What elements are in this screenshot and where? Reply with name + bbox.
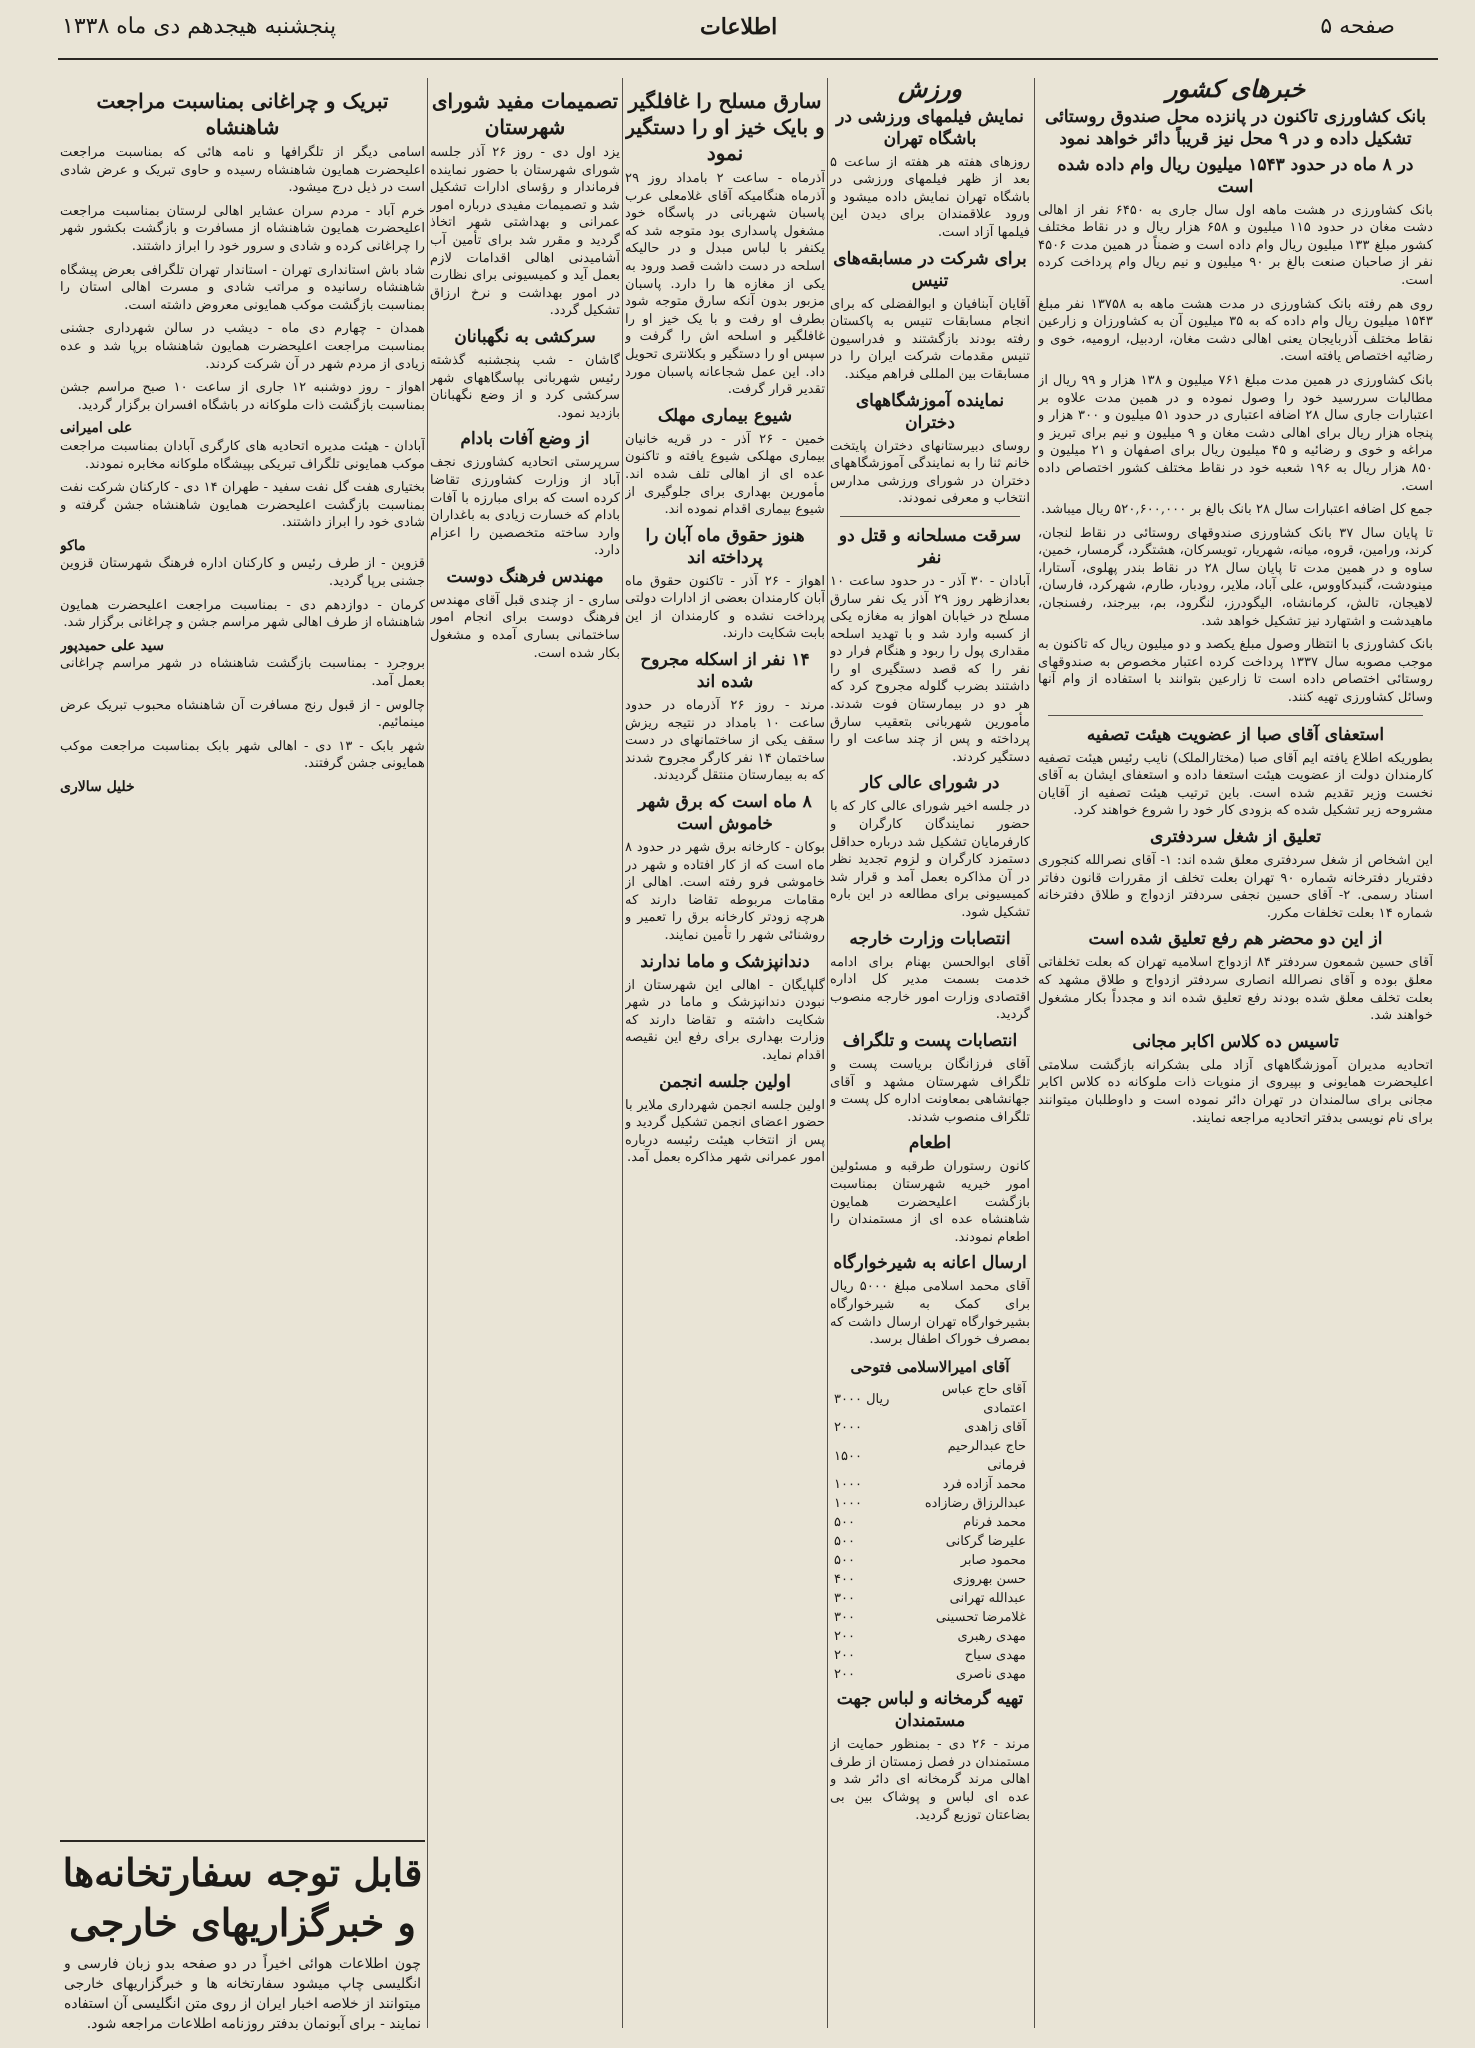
article-title: مهندس فرهنگ دوست xyxy=(446,566,604,587)
column-sports xyxy=(830,78,1030,2030)
donor-name: مهدی سیاح xyxy=(964,1648,1026,1664)
article-text: مرند - ۲۶ دی - بمنظور حمایت از مستمندان در فصل زمستان از طرف اهالی مرند گرمخانه ای دائر شد و عده ای لباس و پوشاک بین بی بضاعتان توزیع گردید. xyxy=(830,1737,1030,1823)
article-paragraph: شاد باش استانداری تهران - استاندار تهران تلگرافی بعرض پیشگاه شاهنشاه رسانیده و مراتب شادی و مسرت اهالی استان را بمناسبت بازگشت موکب همایونی معروض داشته است. xyxy=(60,262,425,313)
donor-table xyxy=(830,1380,1030,1684)
article-title: ارسال اعانه به شیرخوارگاه xyxy=(833,1253,1027,1274)
donor-name: غلامرضا تحسینی xyxy=(935,1610,1026,1626)
article-title: دندانپزشک و ماما ندارند xyxy=(640,951,810,972)
table-row xyxy=(830,1532,1030,1551)
article-lead: اسامی دیگر از تلگرافها و نامه هائی که بمناسبت مراجعت اعلیحضرت همایون شاهنشاه رسیده و حاوی تبریک و عرض شادی است در ذیل درج میشود. xyxy=(60,145,425,196)
table-row xyxy=(830,1627,1030,1646)
donor-amount: ۵۰۰ xyxy=(834,1553,855,1569)
article-paragraph: اهواز - روز دوشنبه ۱۲ جاری از ساعت ۱۰ صبح مراسم جشن بمناسبت بازگشت ذات ملوکانه در باشگاه افسران برگزار گردید. xyxy=(60,380,425,413)
donor-name: مهدی رهبری xyxy=(957,1629,1026,1645)
donor-amount: ۲۰۰ xyxy=(834,1667,855,1683)
donor-amount: ۳۰۰۰ ریال xyxy=(834,1391,890,1407)
article-text: آقایان آبنافیان و ابوالفضلی که برای انجام مسابقات تنیس به پاکستان رفته بودند بازگشتند و فدراسیون تنیس مقدمات شرکت ایران را در مسابقات بین المللی فراهم میکند. xyxy=(830,296,1030,382)
donor-name: حاج عبدالرحیم فرمانی xyxy=(947,1439,1026,1474)
article-title: انتصابات پست و تلگراف xyxy=(842,1030,1018,1051)
donor-name: محمد فرنام xyxy=(963,1515,1026,1531)
article-title: تعلیق از شغل سردفتری xyxy=(1149,827,1321,847)
article-text: آقای ابوالحسن بهنام برای ادامه خدمت بسمت مدیر کل اداره اقتصادی وزارت امور خارجه منصوب گردید. xyxy=(830,954,1030,1023)
article-text: گلپایگان - اهالی این شهرستان از نبودن دندانپزشک و ماما در شهر شکایت داشته و تقاضا دارند که وزارت بهداری برای رفع این نقیصه اقدام نماید. xyxy=(625,977,825,1063)
divider xyxy=(840,516,1020,517)
headline: بانک کشاورزی تاکنون در پانزده محل صندوق روستائی تشکیل داده و در ۹ محل نیز قریباً دائر خواهد نمود xyxy=(1044,106,1427,149)
article-text: آقای فرزانگان بریاست پست و تلگراف شهرستان مشهد و آقای جهانشاهی بمعاونت اداره کل پست و تلگراف منصوب شدند. xyxy=(830,1056,1030,1125)
table-row xyxy=(830,1437,1030,1475)
donor-name: آقای زاهدی xyxy=(964,1420,1026,1436)
article-text: بوکان - کارخانه برق شهر در حدود ۸ ماه است که از کار افتاده و شهر در خاموشی فرو رفته است. اهالی از مقامات مربوطه تقاضا دارند که هرچه زودتر کارخانه برق را تعمیر و روشنائی شهر را تأمین نمایند. xyxy=(625,840,825,943)
article-text: سرپرستی اتحادیه کشاورزی نجف آباد از وزارت کشاورزی تقاضا کرده است که برای مبارزه با آفات بادام که خسارت زیادی به باغداران وارد ساخته متخصصین را اعزام دارد. xyxy=(430,455,620,559)
column-divider xyxy=(622,78,623,2028)
donor-name: حسن بهروزی xyxy=(952,1572,1026,1588)
article-title: شیوع بیماری مهلک xyxy=(657,405,793,426)
article-text: این اشخاص از شغل سردفتری معلق شده اند: ۱- آقای نصرالله کنجوری دفتریار دفترخانه شماره ۹۰ تهران بعلت تخلف از مقررات قانون دفاتر اسناد رسمی. ۲- آقای حسین نجفی سردفتر ازدواج و طلاق دفترخانه شماره ۱۴ بعلت تخلفات مکرر. xyxy=(1038,853,1433,921)
column-council xyxy=(430,78,620,2030)
article-text: ساری - از چندی قبل آقای مهندس فرهنگ دوست برای انجام امور ساختمانی بساری آمده و مشغول بکار شده است. xyxy=(430,592,620,661)
donor-amount: ۳۰۰ xyxy=(834,1591,855,1607)
article-title: سرکشی به نگهبانان xyxy=(454,326,596,347)
newspaper-name: اطلاعات xyxy=(700,14,778,40)
column-divider xyxy=(1034,78,1035,2028)
article-text: آقای محمد اسلامی مبلغ ۵۰۰۰ ریال برای کمک به شیرخوارگاه بشیرخوارگاه تهران ارسال داشت که بمصرف خوراک اطفال برسد. xyxy=(830,1279,1030,1348)
table-row xyxy=(830,1551,1030,1570)
column-country-news xyxy=(1038,78,1433,2030)
section-title: خبرهای کشور xyxy=(1165,78,1306,103)
article-title: اطعام xyxy=(908,1133,952,1154)
article-title: هنوز حقوق ماه آبان را پرداخته اند xyxy=(645,525,805,568)
article-title: ۸ ماه است که برق شهر خاموش است xyxy=(638,792,812,835)
donor-amount: ۱۰۰۰ xyxy=(834,1496,862,1512)
donor-name: محمود صابر xyxy=(960,1553,1026,1569)
article-paragraph: کرمان - دوازدهم دی - بمناسبت مراجعت اعلیحضرت همایون شاهنشاه از طرف اهالی شهر مراسم جشن و چراغانی برگزار شد. xyxy=(60,597,425,631)
donor-amount: ۴۰۰ xyxy=(834,1572,855,1588)
donor-amount: ۲۰۰ xyxy=(834,1648,855,1664)
article-paragraph: آبادان - هیئت مدیره اتحادیه های کارگری آبادان بمناسبت مراجعت موکب همایونی تلگراف تبریکی بپیشگاه ملوکانه مخابره نمودند. xyxy=(60,438,425,472)
article-title: نمایش فیلمهای ورزشی در باشگاه تهران xyxy=(836,106,1024,149)
article-title: انتصابات وزارت خارجه xyxy=(849,928,1011,949)
article-title: تهیه گرمخانه و لباس جهت مستمندان xyxy=(836,1689,1024,1732)
donor-amount: ۵۰۰ xyxy=(834,1515,855,1531)
article-title: در شورای عالی کار xyxy=(860,773,1000,794)
article-title: از این دو محضر هم رفع تعلیق شده است xyxy=(1088,929,1383,950)
table-row xyxy=(830,1494,1030,1513)
article-text: روسای دبیرستانهای دختران پایتخت خانم ثنا را به نمایندگی آموزشگاههای دختران در شورای ورزشی مدارس انتخاب و معرفی نمودند. xyxy=(830,438,1030,507)
article-title: تبریک و چراغانی بمناسبت مراجعت شاهنشاه xyxy=(96,89,389,139)
table-row xyxy=(830,1475,1030,1494)
article-paragraph: بانک کشاورزی در همین مدت مبلغ ۷۶۱ میلیون و ۱۳۸ هزار و ۹۹ ریال از مطالبات سررسید خود را وصول نموده و در همین مدت علاوه بر اعتبارات جاری سال ۲۸ اضافه اعتباری در حدود ۵۱ میلیون و ۳۰۰ هزار و پنجاه هزار ریال برای اهالی دشت مغان و ۹ میلیون و نیم برای تبریز و مراغه و خوی و رضائیه و ۴۵ میلیون ریال برای اصفهان و ۲۱ میلیون و ۸۵۰ هزار ریال به ۱۹۶ شعبه خود در نقاط مختلف کشور اختصاص داده است. xyxy=(1038,372,1433,494)
donor-name: علیرضا گرکانی xyxy=(945,1534,1026,1550)
article-paragraph: تا پایان سال ۳۷ بانک کشاورزی صندوقهای روستائی در نقاط لنجان، کرند، ورامین، قروه، میانه، شهریار، تویسرکان، هشتگرد، گرمسار، خمین، ساوه و در همین مدت تا پایان سال ۲۸ در نقاط بندر پهلوی، آستارا، مینودشت، گنبدکاووس، علی آباد، ملایر، رودبار، طارم، شهرکرد، فارسان، لاهیجان، تالش، کرمانشاه، الیگودرز، لنگرود، بم، بیرجند، رفسنجان، ماهیدشت و اشتهارد نیز تشکیل خواهد شد. xyxy=(1038,525,1433,629)
article-text: کانون رستوران طرقبه و مسئولین امور خیریه شهرستان بمناسبت بازگشت اعلیحضرت همایون شاهنشاه عده ای از مستمندان را اطعام نمودند. xyxy=(830,1159,1030,1245)
article-title: از وضع آفات بادام xyxy=(460,429,590,450)
article-text: روزهای هفته هر هفته از ساعت ۵ بعد از ظهر فیلمهای ورزشی در باشگاه تهران نمایش داده میشود و ورود علاقمندان برای دیدن این فیلمها آزاد است. xyxy=(830,154,1030,240)
article-text: اولین جلسه انجمن شهرداری ملایر با حضور اعضای انجمن تشکیل گردید و پس از انتخاب هیئت رئیسه درباره امور عمرانی شهر مذاکره بعمل آمد. xyxy=(625,1097,825,1166)
donor-amount: ۱۵۰۰ xyxy=(834,1448,862,1464)
article-text: آقای حسین شمعون سردفتر ۸۴ ازدواج اسلامیه تهران که بعلت تخلفاتی معلق بوده و آقای نصرالله انصاری سردفتر ازدواج و طلاق مشهد که بعلت تخلف معلق شده بودند رفع تعلیق شده اند و مجدداً بکار مشغول خواهند شد. xyxy=(1038,955,1433,1024)
article-title: تصمیمات مفید شورای شهرستان xyxy=(431,89,619,139)
article-title: استعفای آقای صبا از عضویت هیئت تصفیه xyxy=(1086,724,1385,745)
article-text: مرند - روز ۲۶ آذرماه در حدود ساعت ۱۰ بامداد در نتیجه ریزش سقف یکی از ساختمانهای در دست ساختمان ۱۴ نفر کارگر مجروح شدند که به بیمارستان منتقل گردیدند. xyxy=(625,698,825,784)
article-text: در جلسه اخیر شورای عالی کار که با حضور نمایندگان کارگران و کارفرمایان تشکیل شد درباره حداقل دستمزد کارگران و لزوم تجدید نظر در آن مذاکره بعمل آمد و قرار شد کمیسیونی برای مطالعه در این باره تشکیل شود. xyxy=(830,799,1030,920)
column-celebrations xyxy=(60,78,425,1838)
column-divider xyxy=(827,78,828,2028)
signature: ماکو xyxy=(60,537,86,554)
article-title: سرقت مسلحانه و قتل دو نفر xyxy=(838,525,1022,568)
article-text: بطوریکه اطلاع یافته ایم آقای صبا (مختارالملک) نایب رئیس هیئت تصفیه کارمندان دولت از عضویت هیئت استعفا داده و استعفای ایشان به آقای نخست وزیر تقدیم شده است. باین ترتیب هیئت تصفیه از آقایان مشروحه زیر تشکیل شده که بزودی کار خود را شروع خواهند کرد. xyxy=(1038,750,1433,819)
donor-amount: ۳۰۰ xyxy=(834,1610,855,1626)
article-paragraph: بروجرد - بمناسبت بازگشت شاهنشاه در شهر مراسم چراغانی بعمل آمد. xyxy=(60,656,425,690)
issue-date: پنجشنبه هیجدهم دی ماه ۱۳۳۸ xyxy=(62,14,337,39)
article-title: نماینده آموزشگاههای دختران xyxy=(855,390,1005,433)
subheadline: در ۸ ماه در حدود ۱۵۴۳ میلیون ریال وام داده شده است xyxy=(1057,154,1414,197)
signature: سید علی حمیدپور xyxy=(60,637,164,654)
table-row xyxy=(830,1589,1030,1608)
article-paragraph: بانک کشاورزی در هشت ماهه اول سال جاری به ۶۴۵۰ نفر از اهالی دشت مغان در حدود ۱۱۵ میلیون و ۶۵۸ هزار ریال و در نقاط مختلف کشور مبلغ ۱۳۳ میلیون ریال وام داده است و ضمناً در همین مدت ۴۵۰۶ نفر از صاحبان صنعت بالغ بر ۹۰ میلیون و نیم ریال وام پرداخت کرده است. xyxy=(1038,202,1433,288)
table-row xyxy=(830,1418,1030,1437)
article-paragraph: قزوین - از طرف رئیس و کارکنان اداره فرهنگ شهرستان قزوین جشنی برپا گردید. xyxy=(60,556,425,590)
article-text: یزد اول دی - روز ۲۶ آذر جلسه شورای شهرستان با حضور نماینده فرماندار و رؤسای ادارات تشکیل شد و تصمیمات مفیدی درباره امور عمرانی و بهداشتی شهر اتخاذ گردید و مقرر شد برای تأمین آب آشامیدنی اهالی اقدامات لازم بعمل آید و کمیسیونی برای نظارت در امور بهداشت و نرخ ارزاق تشکیل گردد. xyxy=(430,145,620,319)
section-title: ورزش xyxy=(897,78,963,103)
article-paragraph: شهر بابک - ۱۳ دی - اهالی شهر بابک بمناسبت مراجعت موکب همایونی جشن گرفتند. xyxy=(60,738,425,772)
donor-name: عبدالرزاق رضازاده xyxy=(924,1496,1026,1512)
column-divider xyxy=(427,78,428,2028)
article-text: اهواز - ۲۶ آذر - تاکنون حقوق ماه آبان کارمندان بعضی از ادارات دولتی پرداخت نشده و کارمندان از این بابت شکایت دارند. xyxy=(625,573,825,642)
page-number: صفحه ۵ xyxy=(1320,14,1395,39)
article-title: برای شرکت در مسابقه‌های تنیس xyxy=(833,248,1027,291)
article-paragraph: جمع کل اضافه اعتبارات سال ۲۸ بانک بالغ بر ۵۲۰,۶۰۰,۰۰۰ ریال میباشد. xyxy=(1040,502,1433,518)
article-text: گاشان - شب پنجشنبه گذشته رئیس شهربانی بپاسگاههای شهر سرکشی کرد و از وضع نگهبانان بازدید نمود. xyxy=(430,352,620,421)
table-row xyxy=(830,1665,1030,1684)
article-paragraph: روی هم رفته بانک کشاورزی در مدت هشت ماهه به ۱۳۷۵۸ نفر مبلغ ۱۵۴۳ میلیون ریال وام داده که به ۳۵ میلیون آن به کشاورزان و زارعین نقاط مختلف آذربایجان یعنی اهالی دشت مغان، اردبیل، ارومیه، خوی و رضائیه اختصاص یافته است. xyxy=(1038,296,1433,365)
article-paragraph: بختیاری هفت گل نفت سفید - طهران ۱۴ دی - کارکنان شرکت نفت بمناسبت بازگشت اعلیحضرت همایون شاهنشاه جشن گرفته و شادی خود را ابراز داشتند. xyxy=(60,480,425,531)
article-paragraph: چالوس - از قبول رنج مسافرت آن شاهنشاه محبوب تبریک عرض مینمائیم. xyxy=(60,697,425,731)
article-text: آذرماه - ساعت ۲ بامداد روز ۲۹ آذرماه هنگامیکه آقای غلامعلی عرب پاسبان شهربانی در پاسگاه خود مشغول پاسداری بود متوجه شد که یکنفر با لباس مبدل و در حالیکه اسلحه در دست داشت قصد ورود به یکی از مغازه ها را دارد. پاسبان مزبور بدون آنکه سارق متوجه شود بطرف او رفت و با یک خیز او را غافلگیر و اسلحه اش را گرفت و سپس او را دستگیر و بکلانتری تحویل داد. این عمل شجاعانه پاسبان مورد تقدیر قرار گرفت. xyxy=(625,171,825,398)
table-row xyxy=(830,1380,1030,1418)
table-row xyxy=(830,1513,1030,1532)
table-row xyxy=(830,1608,1030,1627)
article-paragraph: بانک کشاورزی با انتظار وصول مبلغ یکصد و دو میلیون ریال که تاکنون به موجب مصوبه سال ۱۳۳۷ پرداخت کرده اعتبار مخصوص به صندوقهای روستائی اختصاص داده است تا زارعین بتوانند با استفاده از وام آنها وسائل کشاورزی تهیه کنند. xyxy=(1038,637,1433,706)
article-title: تاسیس ده کلاس اکابر مجانی xyxy=(1132,1031,1339,1052)
article-text: خمین - ۲۶ آذر - در قریه خانیان بیماری مهلکی شیوع یافته و تاکنون عده ای از اهالی تلف شده اند. مأمورین بهداری برای جلوگیری از شیوع بیماری اقدام نموده اند. xyxy=(625,431,825,518)
donor-amount: ۲۰۰ xyxy=(834,1629,855,1645)
banner-text: چون اطلاعات هوائی اخیراً در دو صفحه بدو زبان فارسی و انگلیسی چاپ میشود سفارتخانه ها و خبرگزاریهای خارجی میتوانند از خلاصه اخبار ایران از روی متن انگلیسی آن استفاده نمایند - برای آبونمان بدفتر روزنامه اطلاعات مراجعه شود. xyxy=(64,1956,421,2032)
donor-name: عبدالله تهرانی xyxy=(949,1591,1026,1607)
donor-name: محمد آزاده فرد xyxy=(942,1477,1026,1493)
article-paragraph: همدان - چهارم دی ماه - دیشب در سالن شهرداری جشنی بمناسبت مراجعت اعلیحضرت همایون شاهنشاه برپا شد و عده زیادی از مردم شهر در آن شرکت کردند. xyxy=(60,321,425,372)
table-row xyxy=(830,1646,1030,1665)
donor-amount: ۱۰۰۰ xyxy=(834,1477,862,1493)
article-title: ۱۴ نفر از اسکله مجروح شده اند xyxy=(640,650,810,693)
banner-title: قابل توجه سفارتخانه‌ها و خبرگزاریهای خارجی xyxy=(62,1850,423,1945)
article-title: اولین جلسه انجمن xyxy=(659,1071,791,1092)
page-header xyxy=(0,0,1475,70)
article-title: سارق مسلح را غافلگیر و بایک خیز او را دستگیر نمود xyxy=(625,89,825,165)
table-row xyxy=(830,1570,1030,1589)
donor-list-title: آقای امیرالاسلامی فتوحی xyxy=(850,1357,1010,1376)
header-rule xyxy=(58,58,1438,60)
donor-amount: ۲۰۰۰ xyxy=(834,1420,862,1436)
donor-name: آقای حاج عباس اعتمادی xyxy=(941,1382,1026,1417)
donor-name: مهدی ناصری xyxy=(955,1667,1026,1683)
column-incidents xyxy=(625,78,825,2030)
article-text: اتحادیه مدیران آموزشگاههای آزاد ملی بشکرانه بازگشت سلامتی اعلیحضرت همایونی و بپیروی از منویات ذات ملوکانه ده کلاس اکابر مجانی برای سالمندان در تهران دائر نموده است و داوطلبان میتوانند برای نام نویسی بدفتر اتحادیه مراجعه نمایند. xyxy=(1038,1057,1433,1126)
signature: علی امیرانی xyxy=(60,420,133,437)
notice-banner xyxy=(60,1840,425,2032)
divider xyxy=(1048,715,1423,716)
article-text: آبادان - ۳۰ آذر - در حدود ساعت ۱۰ بعدازظهر روز ۲۹ آذر یک نفر سارق مسلح در خیابان اهواز به مغازه یکی از کسبه وارد شد و با تهدید اسلحه مقداری پول را ربود و هنگام فرار دو نفر را که قصد دستگیری او را داشتند بضرب گلوله مجروح کرد که هر دو در بیمارستان فوت شدند. مأمورین شهربانی بتعقیب سارق پرداخته و پس از چند ساعت او را دستگیر کردند. xyxy=(830,573,1030,765)
signature: خلیل سالاری xyxy=(60,779,135,795)
article-paragraph: خرم آباد - مردم سران عشایر اهالی لرستان بمناسبت مراجعت اعلیحضرت همایون شاهنشاه از مسافرت و بازگشت بکشور شهر را چراغانی کرده و شادی و سرور خود را ابراز داشتند. xyxy=(60,203,425,254)
donor-amount: ۵۰۰ xyxy=(834,1534,855,1550)
